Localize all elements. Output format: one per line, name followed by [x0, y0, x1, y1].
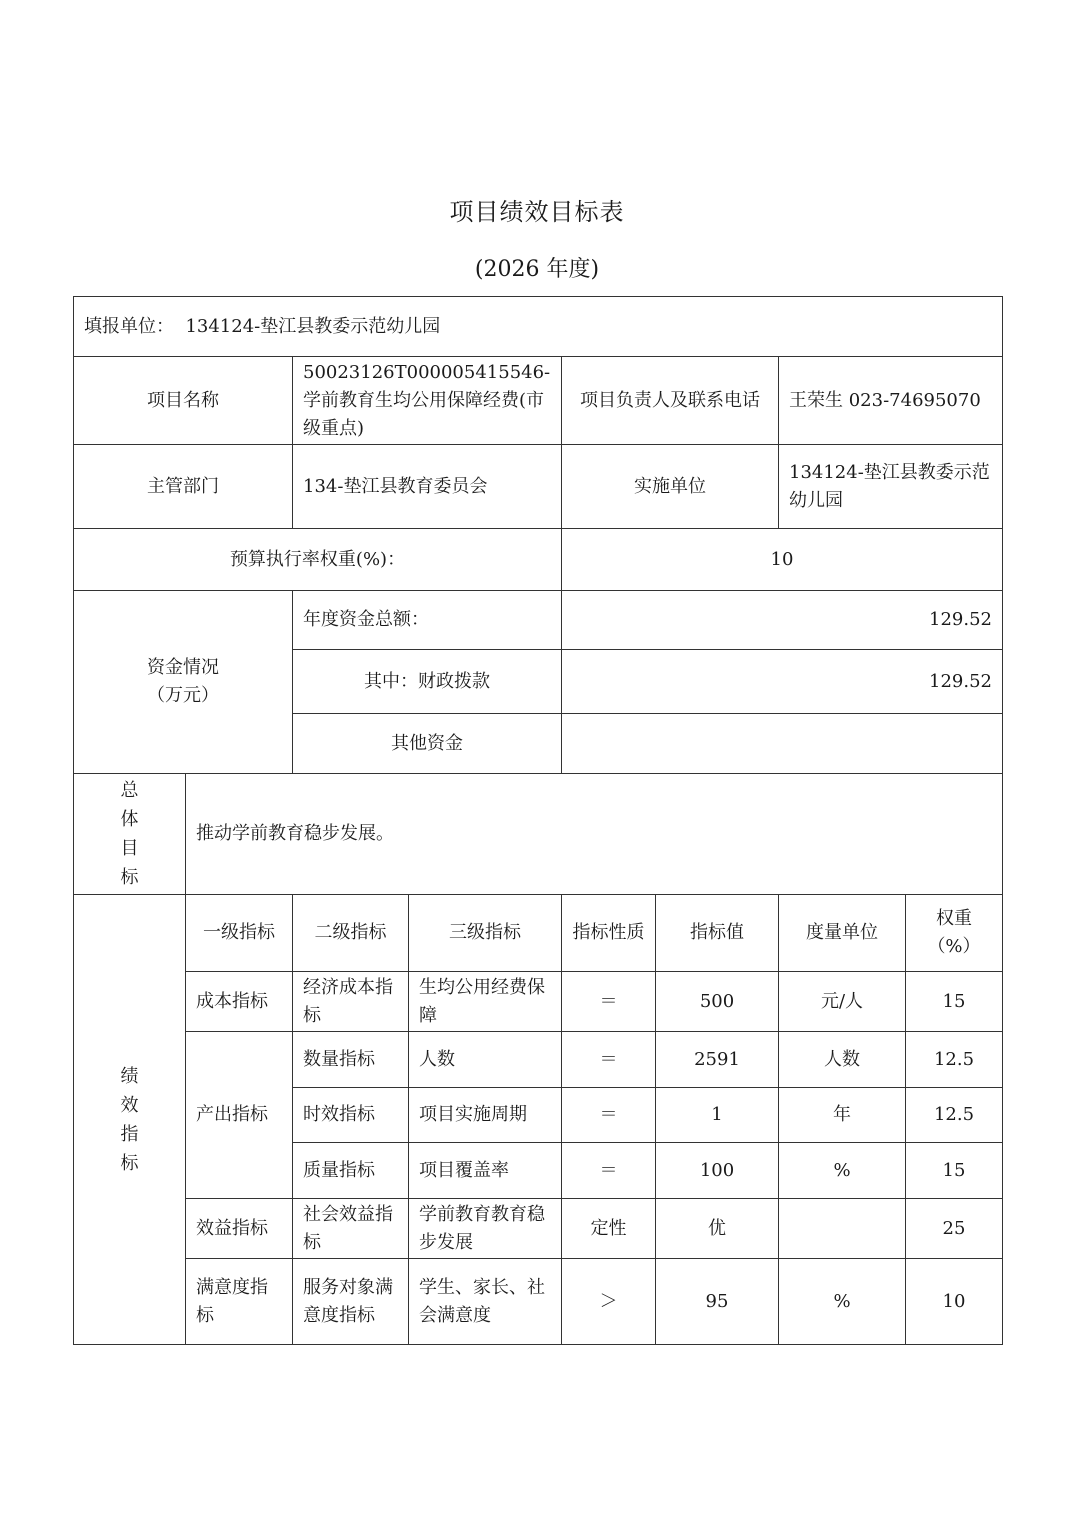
- table-row: [74, 972, 1003, 1032]
- value-cell: 95: [656, 1259, 779, 1345]
- level2-cell: 质量指标: [293, 1143, 409, 1199]
- page-title: 项目绩效目标表: [449, 198, 625, 226]
- level3-cell: 学生、家长、社会满意度: [409, 1259, 562, 1345]
- funds-total-value: 129.52: [562, 591, 1003, 650]
- header-nature: 指标性质: [562, 895, 656, 972]
- weight-cell: 15: [906, 1143, 1003, 1199]
- nature-cell: ＝: [562, 1088, 656, 1143]
- indicator-header-row: [74, 895, 1003, 972]
- header-weight: 权重（%）: [906, 895, 1003, 972]
- value-cell: 500: [656, 972, 779, 1032]
- funds-other-label: 其他资金: [293, 714, 562, 774]
- level3-cell: 人数: [409, 1032, 562, 1088]
- level2-cell: 数量指标: [293, 1032, 409, 1088]
- unit-cell: [74, 297, 1003, 357]
- page-subtitle: (2026 年度): [474, 257, 600, 282]
- header-level1: 一级指标: [186, 895, 293, 972]
- table-row: [74, 1032, 1003, 1088]
- impl-label: 实施单位: [562, 445, 779, 529]
- funds-other-value: [562, 714, 1003, 774]
- project-name-value: 50023126T000005415546-学前教育生均公用保障经费(市级重点): [293, 357, 562, 445]
- unit-cell: 元/人: [779, 972, 906, 1032]
- goal-row: [74, 774, 1003, 895]
- level2-cell: 时效指标: [293, 1088, 409, 1143]
- weight-cell: 10: [906, 1259, 1003, 1345]
- funds-fiscal-value: 129.52: [562, 650, 1003, 714]
- dept-label: 主管部门: [74, 445, 293, 529]
- dept-value: 134-垫江县教育委员会: [293, 445, 562, 529]
- budget-row: [74, 529, 1003, 591]
- unit-cell: 人数: [779, 1032, 906, 1088]
- unit-cell: %: [779, 1259, 906, 1345]
- unit-cell: [779, 1199, 906, 1259]
- weight-cell: 25: [906, 1199, 1003, 1259]
- header-level2: 二级指标: [293, 895, 409, 972]
- header-value: 指标值: [656, 895, 779, 972]
- unit-row: [74, 297, 1003, 357]
- project-contact-label: 项目负责人及联系电话: [562, 357, 779, 445]
- nature-cell: ＝: [562, 1143, 656, 1199]
- unit-label: 填报单位：: [84, 315, 174, 337]
- level3-cell: 项目实施周期: [409, 1088, 562, 1143]
- level3-cell: 生均公用经费保障: [409, 972, 562, 1032]
- project-name-label: 项目名称: [74, 357, 293, 445]
- nature-cell: ＝: [562, 1032, 656, 1088]
- level2-cell: 服务对象满意度指标: [293, 1259, 409, 1345]
- header-level3: 三级指标: [409, 895, 562, 972]
- performance-table: [73, 296, 1003, 1345]
- goal-value: 推动学前教育稳步发展。: [186, 774, 1003, 895]
- indicators-section-label: 绩效指标: [74, 895, 186, 1345]
- unit-cell: %: [779, 1143, 906, 1199]
- unit-cell: 年: [779, 1088, 906, 1143]
- level1-cell: 效益指标: [186, 1199, 293, 1259]
- value-cell: 1: [656, 1088, 779, 1143]
- level2-cell: 经济成本指标: [293, 972, 409, 1032]
- budget-value: 10: [562, 529, 1003, 591]
- value-cell: 2591: [656, 1032, 779, 1088]
- weight-cell: 12.5: [906, 1088, 1003, 1143]
- budget-label: 预算执行率权重(%)：: [74, 529, 562, 591]
- level3-cell: 学前教育教育稳步发展: [409, 1199, 562, 1259]
- weight-cell: 15: [906, 972, 1003, 1032]
- funds-label: 资金情况（万元）: [74, 591, 293, 774]
- project-row: [74, 357, 1003, 445]
- nature-cell: ＞: [562, 1259, 656, 1345]
- level1-cell: 产出指标: [186, 1032, 293, 1199]
- header-unit: 度量单位: [779, 895, 906, 972]
- goal-label: 总体目标: [74, 774, 186, 895]
- funds-total-row: [74, 591, 1003, 650]
- nature-cell: ＝: [562, 972, 656, 1032]
- value-cell: 优: [656, 1199, 779, 1259]
- nature-cell: 定性: [562, 1199, 656, 1259]
- impl-value: 134124-垫江县教委示范幼儿园: [779, 445, 1003, 529]
- weight-cell: 12.5: [906, 1032, 1003, 1088]
- unit-value: 134124-垫江县教委示范幼儿园: [185, 315, 441, 337]
- value-cell: 100: [656, 1143, 779, 1199]
- table-row: [74, 1259, 1003, 1345]
- level1-cell: 满意度指标: [186, 1259, 293, 1345]
- funds-total-label: 年度资金总额：: [293, 591, 562, 650]
- level2-cell: 社会效益指标: [293, 1199, 409, 1259]
- funds-fiscal-label: 其中：财政拨款: [293, 650, 562, 714]
- level3-cell: 项目覆盖率: [409, 1143, 562, 1199]
- dept-row: [74, 445, 1003, 529]
- project-contact-value: 王荣生 023-74695070: [779, 357, 1003, 445]
- table-row: [74, 1199, 1003, 1259]
- level1-cell: 成本指标: [186, 972, 293, 1032]
